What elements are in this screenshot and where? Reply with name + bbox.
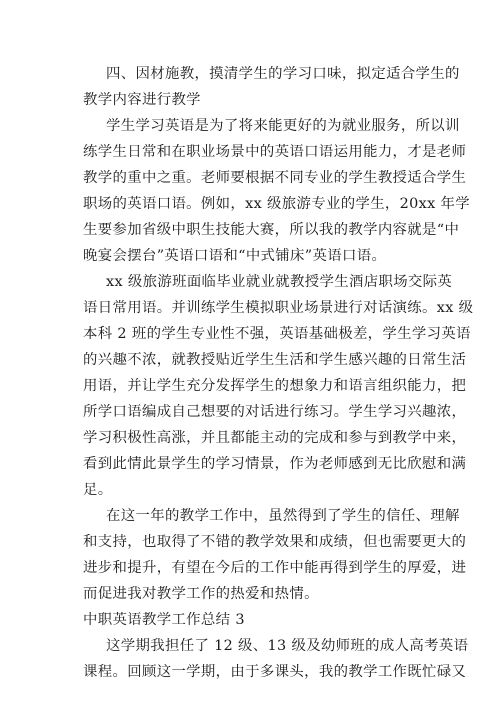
paragraph-line: 进步和提升，有望在今后的工作中能再得到学生的厚爱，进 <box>83 560 467 576</box>
paragraph-line: 课程。回顾这一学期，由于多课头，我的教学工作既忙碌又 <box>83 664 467 680</box>
paragraph-line: 这学期我担任了 12 级、13 级及幼师班的成人高考英语 <box>106 638 469 654</box>
section-heading-line-2: 教学内容进行教学 <box>83 92 201 108</box>
paragraph-line: 教学的重中之重。老师要根据不同专业的学生教授适合学生 <box>83 170 467 186</box>
paragraph-line: 生要参加省级中职生技能大赛，所以我的教学内容就是“中 <box>83 222 460 238</box>
paragraph-line: 语日常用语。并训练学生模拟职业场景进行对话演练。xx 级 <box>83 300 474 316</box>
paragraph-line: 在这一年的教学工作中，虽然得到了学生的信任、理解 <box>106 508 460 524</box>
paragraph-line: 用语，并让学生充分发挥学生的想象力和语言组织能力，把 <box>83 378 467 394</box>
paragraph-line: 足。 <box>83 482 113 498</box>
paragraph-line: 学习积极性高涨，并且都能主动的完成和参与到教学中来， <box>83 430 467 446</box>
section-title: 中职英语教学工作总结 3 <box>83 612 245 628</box>
paragraph-line: 的兴趣不浓，就教授贴近学生生活和学生感兴趣的日常生活 <box>83 352 467 368</box>
paragraph-line: xx 级旅游班面临毕业就业就教授学生酒店职场交际英 <box>106 274 453 290</box>
paragraph-line: 看到此情此景学生的学习情景，作为老师感到无比欣慰和满 <box>83 456 467 472</box>
paragraph-line: 职场的英语口语。例如，xx 级旅游专业的学生，20xx 年学 <box>83 196 471 212</box>
paragraph-line: 和支持，也取得了不错的教学效果和成绩，但也需要更大的 <box>83 534 467 550</box>
paragraph-line: 学生学习英语是为了将来能更好的为就业服务，所以训 <box>106 118 460 134</box>
paragraph-line: 本科 2 班的学生专业性不强，英语基础极差，学生学习英语 <box>83 326 471 342</box>
paragraph-line: 所学口语编成自己想要的对话进行练习。学生学习兴趣浓， <box>83 404 467 420</box>
paragraph-line: 而促进我对教学工作的热爱和热情。 <box>83 586 319 602</box>
paragraph-line: 练学生日常和在职业场景中的英语口语运用能力，才是老师 <box>83 144 467 160</box>
paragraph-line: 晚宴会摆台”英语口语和“中式铺床”英语口语。 <box>83 248 387 264</box>
section-heading-line-1: 四、因材施教，摸清学生的学习口味，拟定适合学生的 <box>106 66 460 82</box>
